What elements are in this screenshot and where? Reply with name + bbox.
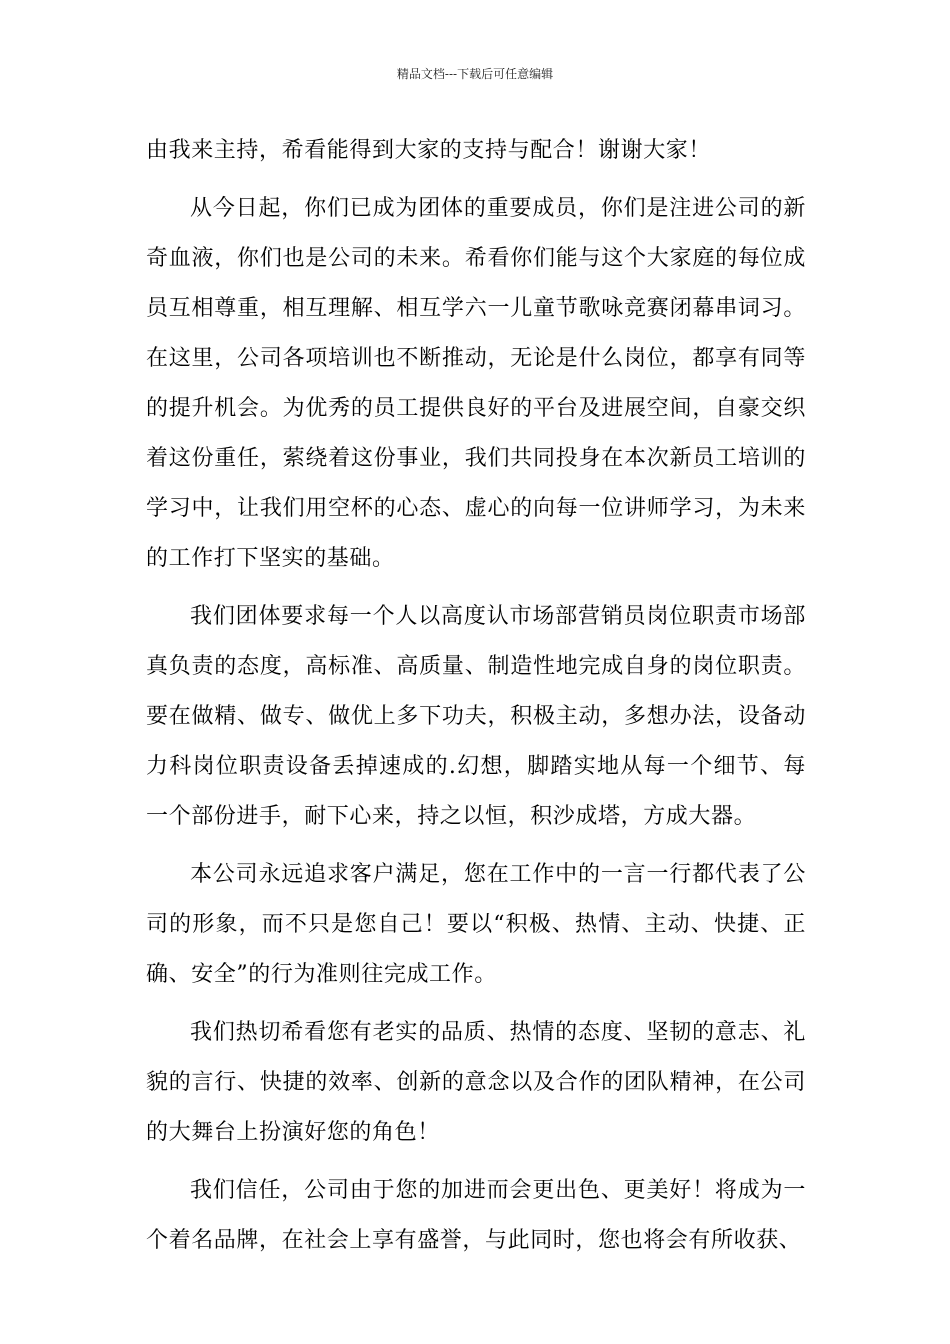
paragraph: 我们信任，公司由于您的加进而会更出色、更美好！将成为一个着名品牌，在社会上享有盛誉，与此同时，您也将会有所收获、 bbox=[146, 1178, 806, 1253]
document-body bbox=[146, 126, 806, 1266]
paragraph: 我们团体要求每一个人以高度认市场部营销员岗位职责市场部真负责的态度，高标准、高质量、制造性地完成自身的岗位职责。要在做精、做专、做优上多下功夫，积极主动，多想办法，设备动力科岗位职责设备丢掉速成的.幻想，脚踏实地从每一个细节、每一个部份进手，耐下心来，持之以恒，积沙成塔，方成大器。 bbox=[146, 604, 806, 829]
paragraph: 从今日起，你们已成为团体的重要成员，你们是注进公司的新奇血液，你们也是公司的未来。希看你们能与这个大家庭的每位成员互相尊重，相互理解、相互学六一儿童节歌咏竞赛闭幕串词习。在这里，公司各项培训也不断推动，无论是什么岗位，都享有同等的提升机会。为优秀的员工提供良好的平台及进展空间，自豪交织着这份重任，萦绕着这份事业，我们共同投身在本次新员工培训的学习中，让我们用空杯的心态、虚心的向每一位讲师学习，为未来的工作打下坚实的基础。 bbox=[146, 196, 806, 571]
paragraph: 本公司永远追求客户满足，您在工作中的一言一行都代表了公司的形象，而不只是您自己！要以“积极、热情、主动、快捷、正确、安全”的行为准则往完成工作。 bbox=[146, 862, 806, 987]
paragraph-continuation: 由我来主持，希看能得到大家的支持与配合！谢谢大家！ bbox=[146, 138, 712, 163]
page-header: 精品文档---下载后可任意编辑 bbox=[396, 67, 554, 81]
paragraph: 我们热切希看您有老实的品质、热情的态度、坚韧的意志、礼貌的言行、快捷的效率、创新的意念以及合作的团队精神，在公司的大舞台上扮演好您的角色！ bbox=[146, 1020, 806, 1145]
